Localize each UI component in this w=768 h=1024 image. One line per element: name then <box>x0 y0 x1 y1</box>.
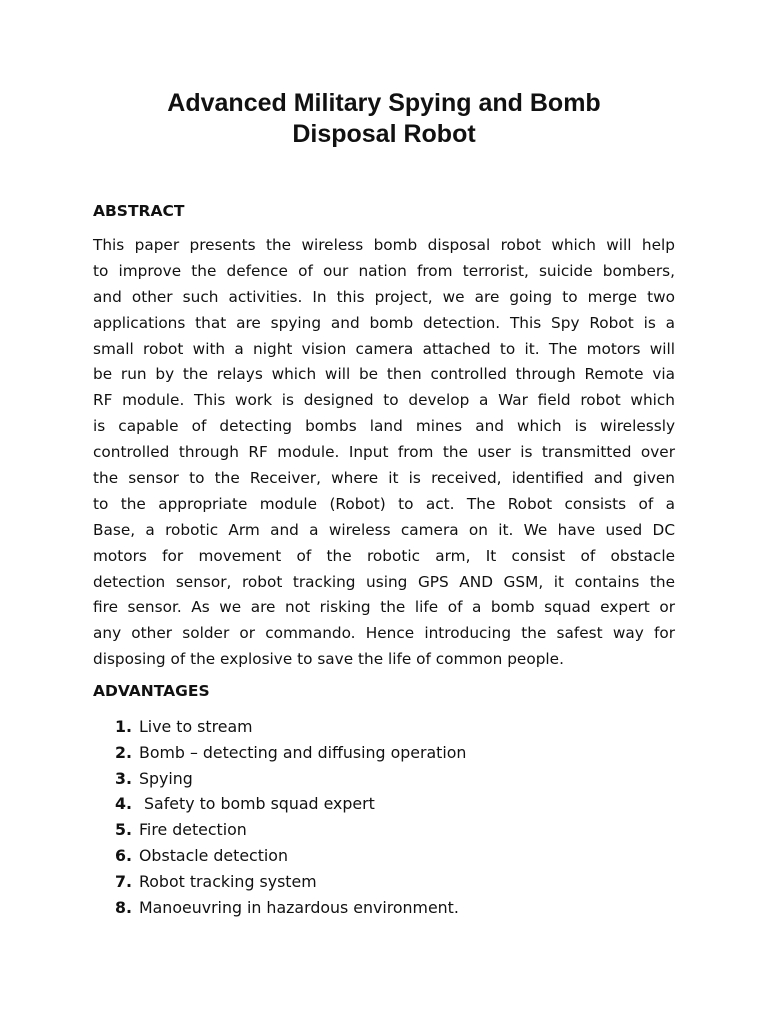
advantage-text: Bomb – detecting and diffusing operation <box>139 742 467 762</box>
advantage-number: 3. <box>115 768 132 788</box>
document-title-line-1: Advanced Military Spying and Bomb <box>167 89 601 117</box>
abstract-line: disposing of the explosive to save the life of common people. <box>93 650 564 669</box>
abstract-line: to the appropriate module (Robot) to act. The Robot consists of a <box>93 494 675 513</box>
advantages-list <box>93 714 693 920</box>
advantage-item <box>93 766 693 792</box>
advantage-item <box>93 714 693 740</box>
abstract-body <box>93 233 675 673</box>
advantage-number: 5. <box>115 820 132 840</box>
abstract-line: to improve the defence of our nation from terrorist, suicide bombers, <box>93 261 675 280</box>
abstract-line: fire sensor. As we are not risking the life of a bomb squad expert or <box>93 598 675 617</box>
advantages-heading: ADVANTAGES <box>93 682 210 700</box>
abstract-line: is capable of detecting bombs land mines and which is wirelessly <box>93 417 675 436</box>
advantage-item <box>93 869 693 895</box>
advantage-number: 2. <box>115 742 132 762</box>
advantage-item <box>93 817 693 843</box>
advantage-text: Fire detection <box>139 820 247 840</box>
abstract-line: small robot with a night vision camera attached to it. The motors will <box>93 339 675 358</box>
advantage-item <box>93 791 693 817</box>
document-title-line-2: Disposal Robot <box>292 120 476 148</box>
advantage-number: 1. <box>115 717 132 736</box>
document-title <box>0 88 768 150</box>
advantage-text: Obstacle detection <box>139 845 288 865</box>
abstract-line: motors for movement of the robotic arm, It consist of obstacle <box>93 546 675 565</box>
abstract-line: detection sensor, robot tracking using GPS AND GSM, it contains the <box>93 572 675 591</box>
advantage-number: 8. <box>115 897 132 917</box>
advantage-number: 4. <box>115 794 132 814</box>
advantage-text: Safety to bomb squad expert <box>139 794 375 814</box>
advantage-item <box>93 895 693 921</box>
abstract-line: Base, a robotic Arm and a wireless camera on it. We have used DC <box>93 520 675 539</box>
advantage-text: Spying <box>139 768 193 788</box>
abstract-line: the sensor to the Receiver, where it is received, identified and given <box>93 469 675 488</box>
advantage-text: Live to stream <box>139 717 253 736</box>
advantage-item <box>93 740 693 766</box>
advantage-text: Robot tracking system <box>139 871 317 891</box>
abstract-line: This paper presents the wireless bomb disposal robot which will help <box>93 236 675 254</box>
advantage-number: 7. <box>115 871 132 891</box>
abstract-line: and other such activities. In this project, we are going to merge two <box>93 287 675 306</box>
abstract-line: controlled through RF module. Input from the user is transmitted over <box>93 443 675 462</box>
advantage-text: Manoeuvring in hazardous environment. <box>139 897 459 917</box>
advantage-number: 6. <box>115 845 132 865</box>
abstract-line: any other solder or commando. Hence introducing the safest way for <box>93 624 675 643</box>
abstract-heading: ABSTRACT <box>93 202 185 220</box>
advantage-item <box>93 843 693 869</box>
abstract-line: be run by the relays which will be then controlled through Remote via <box>93 365 675 384</box>
abstract-line: applications that are spying and bomb detection. This Spy Robot is a <box>93 313 675 332</box>
abstract-line: RF module. This work is designed to develop a War field robot which <box>93 391 675 410</box>
